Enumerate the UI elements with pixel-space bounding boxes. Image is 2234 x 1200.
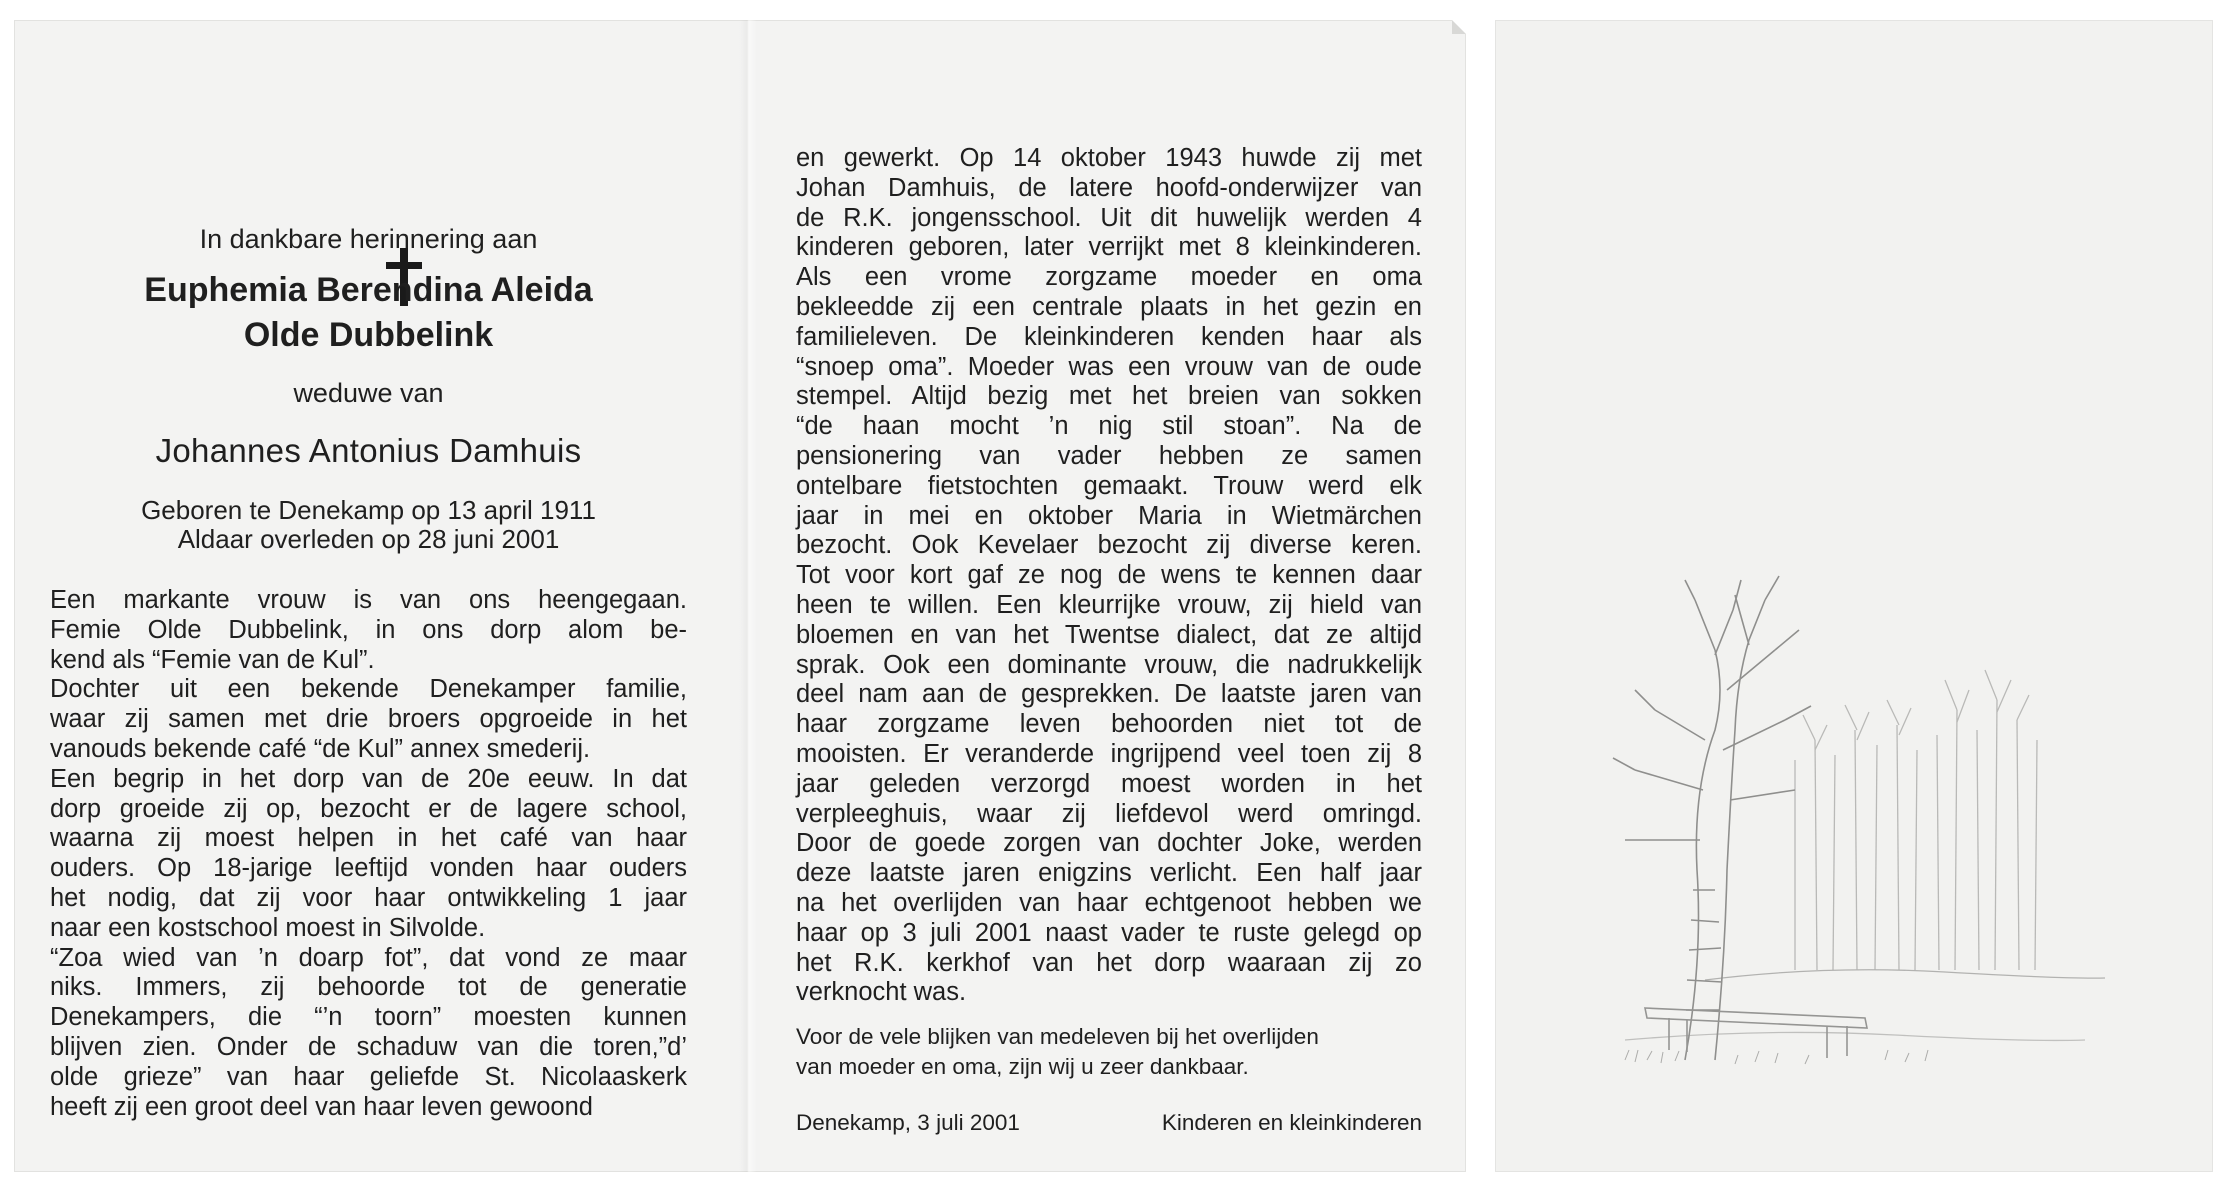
bio-left-line: “Zoa wied van ’n doarp fot”, dat vond ze maar bbox=[50, 943, 687, 972]
deceased-name-line2: Olde Dubbelink bbox=[243, 316, 494, 354]
center-fold bbox=[739, 20, 757, 1172]
bio-right-line: “de haan mocht ’n nig stil stoan”. Na de bbox=[796, 412, 1422, 441]
bio-right-line: het R.K. kerkhof van het dorp waaraan zij zo bbox=[796, 948, 1422, 977]
place-date: Denekamp, 3 juli 2001 bbox=[796, 1110, 1020, 1135]
bio-right-line: de R.K. jongensschool. Uit dit huwelijk werden 4 bbox=[796, 203, 1422, 232]
deceased-name bbox=[50, 268, 687, 358]
bio-right-line: jaar geleden verzorgd moest worden in het bbox=[796, 769, 1422, 798]
bio-right-line: verpleeghuis, waar zij liefdevol werd omringd. bbox=[796, 799, 1422, 828]
birth-line: Geboren te Denekamp op 13 april 1911 bbox=[141, 495, 596, 525]
bio-right-line: bloemen en van het Twentse dialect, dat ze altijd bbox=[796, 620, 1422, 649]
bio-left-line: waar zij samen met drie broers opgroeide in het bbox=[50, 705, 687, 734]
bio-right-line: Tot voor kort gaf ze nog de wens te kennen daar bbox=[796, 561, 1422, 590]
bio-left-line: niks. Immers, zij behoorde tot de generatie bbox=[50, 973, 687, 1002]
bio-left-line: blijven zien. Onder de schaduw van die toren,”d’ bbox=[50, 1032, 687, 1061]
bio-right-line: na het overlijden van haar echtgenoot hebben we bbox=[796, 888, 1422, 917]
bio-left-line: heeft zij een groot deel van haar leven gewoond bbox=[50, 1092, 593, 1121]
bio-right-line: bezocht. Ook Kevelaer bezocht zij diverse keren. bbox=[796, 531, 1422, 560]
bio-right-line: sprak. Ook een dominante vrouw, die nadrukkelijk bbox=[796, 650, 1422, 679]
bio-left-line: kend als “Femie van de Kul”. bbox=[50, 645, 375, 674]
bio-right-line: jaar in mei en oktober Maria in Wietmärchen bbox=[796, 501, 1422, 530]
memorial-card-front bbox=[1495, 20, 2213, 1172]
biography-part-1 bbox=[50, 586, 687, 1122]
bio-right-line: verknocht was. bbox=[796, 978, 967, 1007]
thanks-line-1: Voor de vele blijken van medeleven bij het overlijden bbox=[796, 1024, 1319, 1049]
bio-right-line: en gewerkt. Op 14 oktober 1943 huwde zij met bbox=[796, 144, 1422, 172]
right-page bbox=[796, 144, 1422, 1135]
bio-left-line: ouders. Op 18-jarige leeftijd vonden haar ouders bbox=[50, 854, 687, 883]
thanks-note bbox=[796, 1022, 1422, 1082]
bio-left-line: het nodig, dat zij voor haar ontwikkeling 1 jaar bbox=[50, 883, 687, 912]
bio-right-line: heen te willen. Een kleurrijke vrouw, zij hield van bbox=[796, 590, 1422, 619]
bio-right-line: familieleven. De kleinkinderen kenden haar als bbox=[796, 322, 1422, 351]
bio-right-line: haar op 3 juli 2001 naast vader te ruste gelegd op bbox=[796, 918, 1422, 947]
widow-of-label: weduwe van bbox=[293, 378, 444, 408]
bio-right-line: deel nam aan de gesprekken. De laatste jaren van bbox=[796, 680, 1422, 709]
bio-left-line: Denekampers, die “’n toorn” moesten kunnen bbox=[50, 1003, 687, 1032]
biography-part-2 bbox=[796, 144, 1422, 1008]
winter-landscape-illustration bbox=[1565, 540, 2125, 1100]
remembrance-line: In dankbare herinnering aan bbox=[199, 224, 538, 254]
signoff bbox=[796, 1108, 1422, 1138]
signature: Kinderen en kleinkinderen bbox=[1161, 1110, 1422, 1135]
bio-left-line: vanouds bekende café “de Kul” annex smederij. bbox=[50, 734, 591, 763]
bio-right-line: Johan Damhuis, de latere hoofd-onderwijzer van bbox=[796, 173, 1422, 202]
life-dates bbox=[50, 496, 687, 554]
spouse-name: Johannes Antonius Damhuis bbox=[155, 432, 582, 469]
bio-left-line: dorp groeide zij op, bezocht er de lagere school, bbox=[50, 794, 687, 823]
bio-right-line: haar zorgzame leven behoorden niet tot de bbox=[796, 710, 1422, 739]
bio-right-line: “snoep oma”. Moeder was een vrouw van de oude bbox=[796, 352, 1422, 381]
bio-right-line: deze laatste jaren enigzins verlicht. Een half jaar bbox=[796, 859, 1422, 888]
bio-left-line: Femie Olde Dubbelink, in ons dorp alom be- bbox=[50, 615, 687, 644]
bio-left-line: Een begrip in het dorp van de 20e eeuw. In dat bbox=[50, 764, 687, 793]
bio-left-line: Dochter uit een bekende Denekamper familie, bbox=[50, 675, 687, 704]
bio-right-line: kinderen geboren, later verrijkt met 8 kleinkinderen. bbox=[796, 233, 1422, 262]
bio-right-line: stempel. Altijd bezig met het breien van sokken bbox=[796, 382, 1422, 411]
bio-left-line: naar een kostschool moest in Silvolde. bbox=[50, 913, 486, 942]
bio-right-line: Door de goede zorgen van dochter Joke, werden bbox=[796, 829, 1422, 858]
thanks-line-2: van moeder en oma, zijn wij u zeer dankbaar. bbox=[796, 1054, 1249, 1079]
bio-right-line: mooisten. Er veranderde ingrijpend veel toen zij 8 bbox=[796, 739, 1422, 768]
bio-right-line: pensionering van vader hebben ze samen bbox=[796, 441, 1422, 470]
bio-right-line: Als een vrome zorgzame moeder en oma bbox=[796, 263, 1422, 292]
bio-left-line: waarna zij moest helpen in het café van haar bbox=[50, 824, 687, 853]
bio-right-line: bekleedde zij een centrale plaats in het gezin en bbox=[796, 292, 1422, 321]
bio-right-line: ontelbare fietstochten gemaakt. Trouw werd elk bbox=[796, 471, 1422, 500]
memorial-card-inner-spread bbox=[14, 20, 1466, 1172]
deceased-name-line1: Euphemia Berendina Aleida bbox=[144, 271, 593, 309]
death-line: Aldaar overleden op 28 juni 2001 bbox=[177, 524, 560, 554]
bio-left-line: olde grieze” van haar geliefde St. Nicolaaskerk bbox=[50, 1062, 687, 1091]
folded-corner bbox=[1452, 20, 1466, 34]
bio-left-line: Een markante vrouw is van ons heengegaan. bbox=[50, 586, 687, 614]
